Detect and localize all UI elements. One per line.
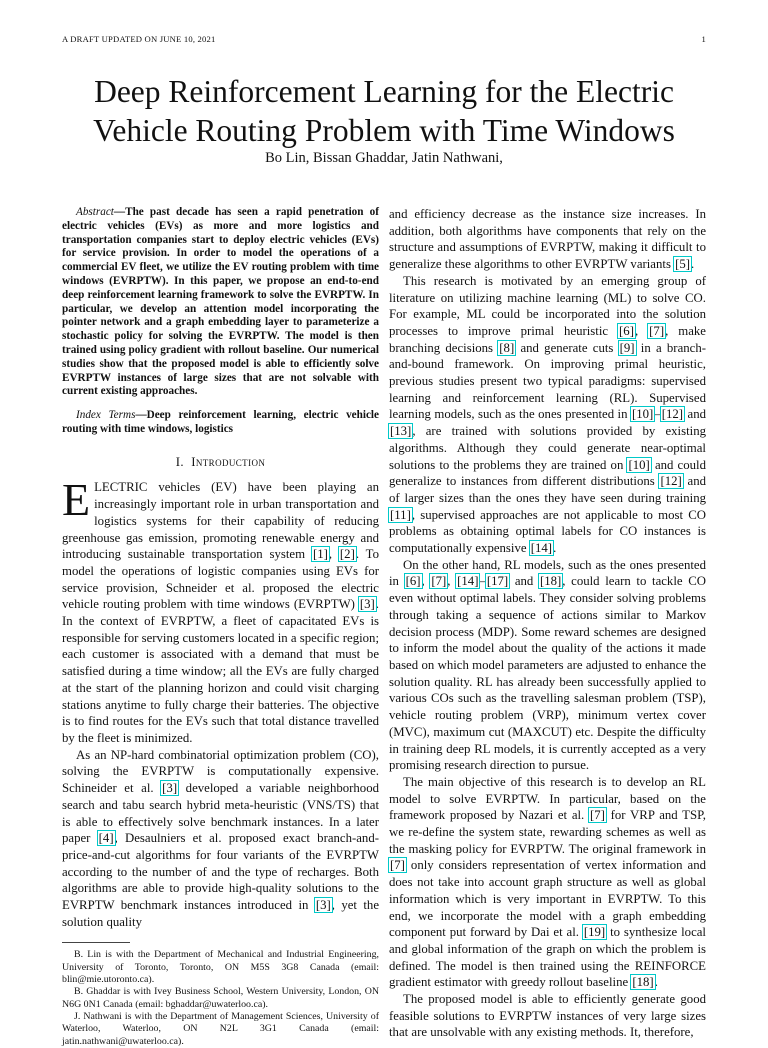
citation-link[interactable]: [18] — [539, 574, 562, 589]
citation-link[interactable]: [14] — [530, 541, 553, 556]
right-column — [389, 206, 706, 1041]
intro-paragraph-1: ELECTRIC vehicles (EV) have been playing an increasingly important role in urban transportation and logistics systems for their capability of reducing greenhouse gas emission, promoting renewable energy and introducing sustainable transportation system [1], [2]. To model the operations of logistic companies using EVs for service provision, Schneider et al. proposed the electric vehicle routing problem with time windows (EVRPTW) [3]. In the context of EVRPTW, a fleet of capacitated EVs is responsible for serving customers located in a specific region; each customer is associated with a demand that must be satisfied during a time window; all the EVs are fully charged at the start of the planning horizon and could visit charging stations anytime to fully charge their batteries. The objective is to find routes for the EVs such that total distance travelled by the fleet is minimized. — [62, 474, 379, 745]
citation-link[interactable]: [19] — [583, 925, 606, 940]
citation-link[interactable]: [2] — [339, 547, 355, 562]
intro-paragraph-6: The proposed model is able to efficiently generate good feasible solutions to EVRPTW instances of very large sizes that are unsolvable with any existing methods. It, therefore, — [389, 992, 706, 1040]
draft-date-header: A DRAFT UPDATED ON JUNE 10, 2021 — [62, 34, 216, 44]
citation-link[interactable]: [11] — [390, 507, 411, 522]
intro-paragraph-3: This research is motivated by an emerging group of literature on utilizing machine learning (ML) to solve CO. For example, ML could be incorporated into the solution processes to improve primal heuristic [6], [7], make branching decisions [8] and generate cuts [9] in a branch-and-bound framework. On improving primal heuristic, previous studies present two typical paradigms: supervised learning and reinforcement learning (RL). Supervised learning models, such as the ones presented in [10]–[12] and [13], are trained with solutions provided by existing algorithms. Although they could generate near-optimal solutions to the problems they are trained on [10] and could generalize to instances from different distributions [12] and of larger sizes than the ones they have seen during training [11], supervised approaches are not applicable to most CO problems as obtaining optimal labels for CO instances is computationally expensive [14]. — [389, 273, 706, 556]
citation-link[interactable]: [7] — [390, 858, 405, 873]
citation-link[interactable]: [17] — [486, 574, 509, 589]
citation-link[interactable]: [7] — [431, 574, 447, 589]
abstract-label: Abstract — [76, 206, 114, 218]
index-terms-text: —Deep reinforcement learning, electric vehicle routing with time windows, logistics — [62, 409, 379, 435]
citation-link[interactable]: [3] — [315, 898, 331, 913]
citation-link[interactable]: [8] — [499, 340, 515, 355]
section-title: Introduction — [191, 454, 266, 469]
footnotes — [62, 949, 379, 1047]
running-head — [62, 34, 706, 48]
citation-link[interactable]: [10] — [628, 457, 650, 472]
intro-paragraph-4: On the other hand, RL models, such as the ones presented in [6], [7], [14]–[17] and [18], could learn to tackle CO even without optimal labels. They consider solving problems through taking a sequence of actions similar to Markov decision process (MDP). Some reward schemes are designed to inform the model about the quality of the actions it made based on which model parameters are adjusted to enhance the solution quality. RL has already been successfully applied to various COs such as the travelling salesman problem (TSP), vehicle routing problem (VRP), minimum vertex cover (MVC), maximum cut (MAXCUT) etc. Despite the difficulty in training deep RL models, it is currently accepted as a very promising research direction to pursue. — [389, 557, 706, 773]
footnote-divider — [62, 942, 130, 943]
citation-link[interactable]: [7] — [649, 323, 665, 338]
footnote-nathwani: J. Nathwani is with the Department of Management Sciences, University of Waterloo, Waterloo, ON N2L 3G1 Canada (email: jatin.nathwani@uwaterloo.ca). — [62, 1010, 379, 1047]
citation-link[interactable]: [12] — [661, 407, 684, 422]
citation-link[interactable]: [4] — [98, 831, 114, 846]
intro-paragraph-2-continued: and efficiency decrease as the instance size increases. In addition, both algorithms have components that rely on the structure and assumptions of EVRPTW, making it difficult to generalize these algorithms to other EVRPTW variants [5]. — [389, 207, 706, 272]
citation-link[interactable]: [18] — [632, 975, 654, 990]
author-list: Bo Lin, Bissan Ghaddar, Jatin Nathwani, — [265, 150, 503, 166]
citation-link[interactable]: [12] — [660, 474, 682, 489]
drop-cap: E — [62, 474, 91, 526]
citation-link[interactable]: [6] — [619, 323, 634, 338]
abstract — [62, 206, 379, 399]
left-column — [62, 206, 379, 1048]
footnote-ghaddar: B. Ghaddar is with Ivey Business School, Western University, London, ON N6G 0N1 Canada (email: bghaddar@uwaterloo.ca). — [62, 986, 379, 1010]
citation-link[interactable]: [3] — [162, 781, 178, 796]
citation-link[interactable]: [14] — [457, 574, 479, 589]
paper-title — [62, 72, 706, 150]
citation-link[interactable]: [1] — [312, 547, 328, 562]
title-line-2: Vehicle Routing Problem with Time Windows — [93, 113, 675, 148]
intro-paragraph-5: The main objective of this research is to develop an RL model to solve EVRPTW. In particular, based on the framework proposed by Nazari et al. [7] for VRP and TSP, we re-define the system state, rewarding schemes as well as the masking policy for EVRPTW. The original framework in [7] only considers representation of vertex information and does not take into account graph structure as well as global information which is very important in EVRPTW. To this end, we incorporate the model with a graph embedding component put forward by Dai et al. [19] to synthesize local and global information of the graph on which the problem is defined. The model is then trained using the REINFORCE gradient estimator with greedy rollout baseline [18]. — [389, 774, 707, 990]
title-line-1: Deep Reinforcement Learning for the Electric — [94, 74, 674, 109]
citation-link[interactable]: [9] — [619, 340, 635, 355]
index-terms — [62, 409, 379, 437]
abstract-text: —The past decade has seen a rapid penetration of electric vehicles (EVs) as more and more logistics and transportation companies start to deploy electric vehicles (EVs) for service provision. In order to model the operations of a commercial EV fleet, we utilize the EV routing problem with time windows (EVRPTW). In this paper, we propose an end-to-end deep reinforcement learning framework to solve the EVRPTW. In particular, we develop an attention model incorporating the pointer network and a graph embedding layer to parameterize a stochastic policy for solving the EVRPTW. The model is then trained using policy gradient with rollout baseline. Our numerical studies show that the proposed model is able to efficiently solve EVRPTW instances of large sizes that are not solvable with current existing approaches. — [62, 206, 379, 398]
citation-link[interactable]: [6] — [405, 574, 421, 589]
section-heading-introduction: I. Introduction — [175, 454, 266, 469]
index-terms-label: Index Terms — [76, 409, 136, 422]
page-number: 1 — [701, 34, 706, 44]
citation-link[interactable]: [10] — [631, 407, 654, 422]
citation-link[interactable]: [7] — [589, 808, 605, 823]
footnote-lin: B. Lin is with the Department of Mechanical and Industrial Engineering, University of Toronto, Toronto, ON M5S 3G8 Canada (email: blin@mie.utoronto.ca). — [62, 949, 379, 986]
intro-paragraph-2: As an NP-hard combinatorial optimization problem (CO), solving the EVRPTW is computationally expensive. Schineider et al. [3] developed a variable neighborhood search and tabu search hybrid meta-heuristic (VNS/TS) that is able to effectively solve benchmark instances. In a later paper [4], Desaulniers et al. proposed exact branch-and-price-and-cut algorithms for four variants of the EVRPTW according to the number of and the type of recharges. Both algorithms are able to provide high-quality solutions to the EVRPTW benchmark instances introduced in [3], yet the solution quality — [62, 747, 380, 929]
citation-link[interactable]: [5] — [675, 257, 691, 272]
citation-link[interactable]: [3] — [359, 597, 375, 612]
citation-link[interactable]: [13] — [390, 424, 412, 439]
